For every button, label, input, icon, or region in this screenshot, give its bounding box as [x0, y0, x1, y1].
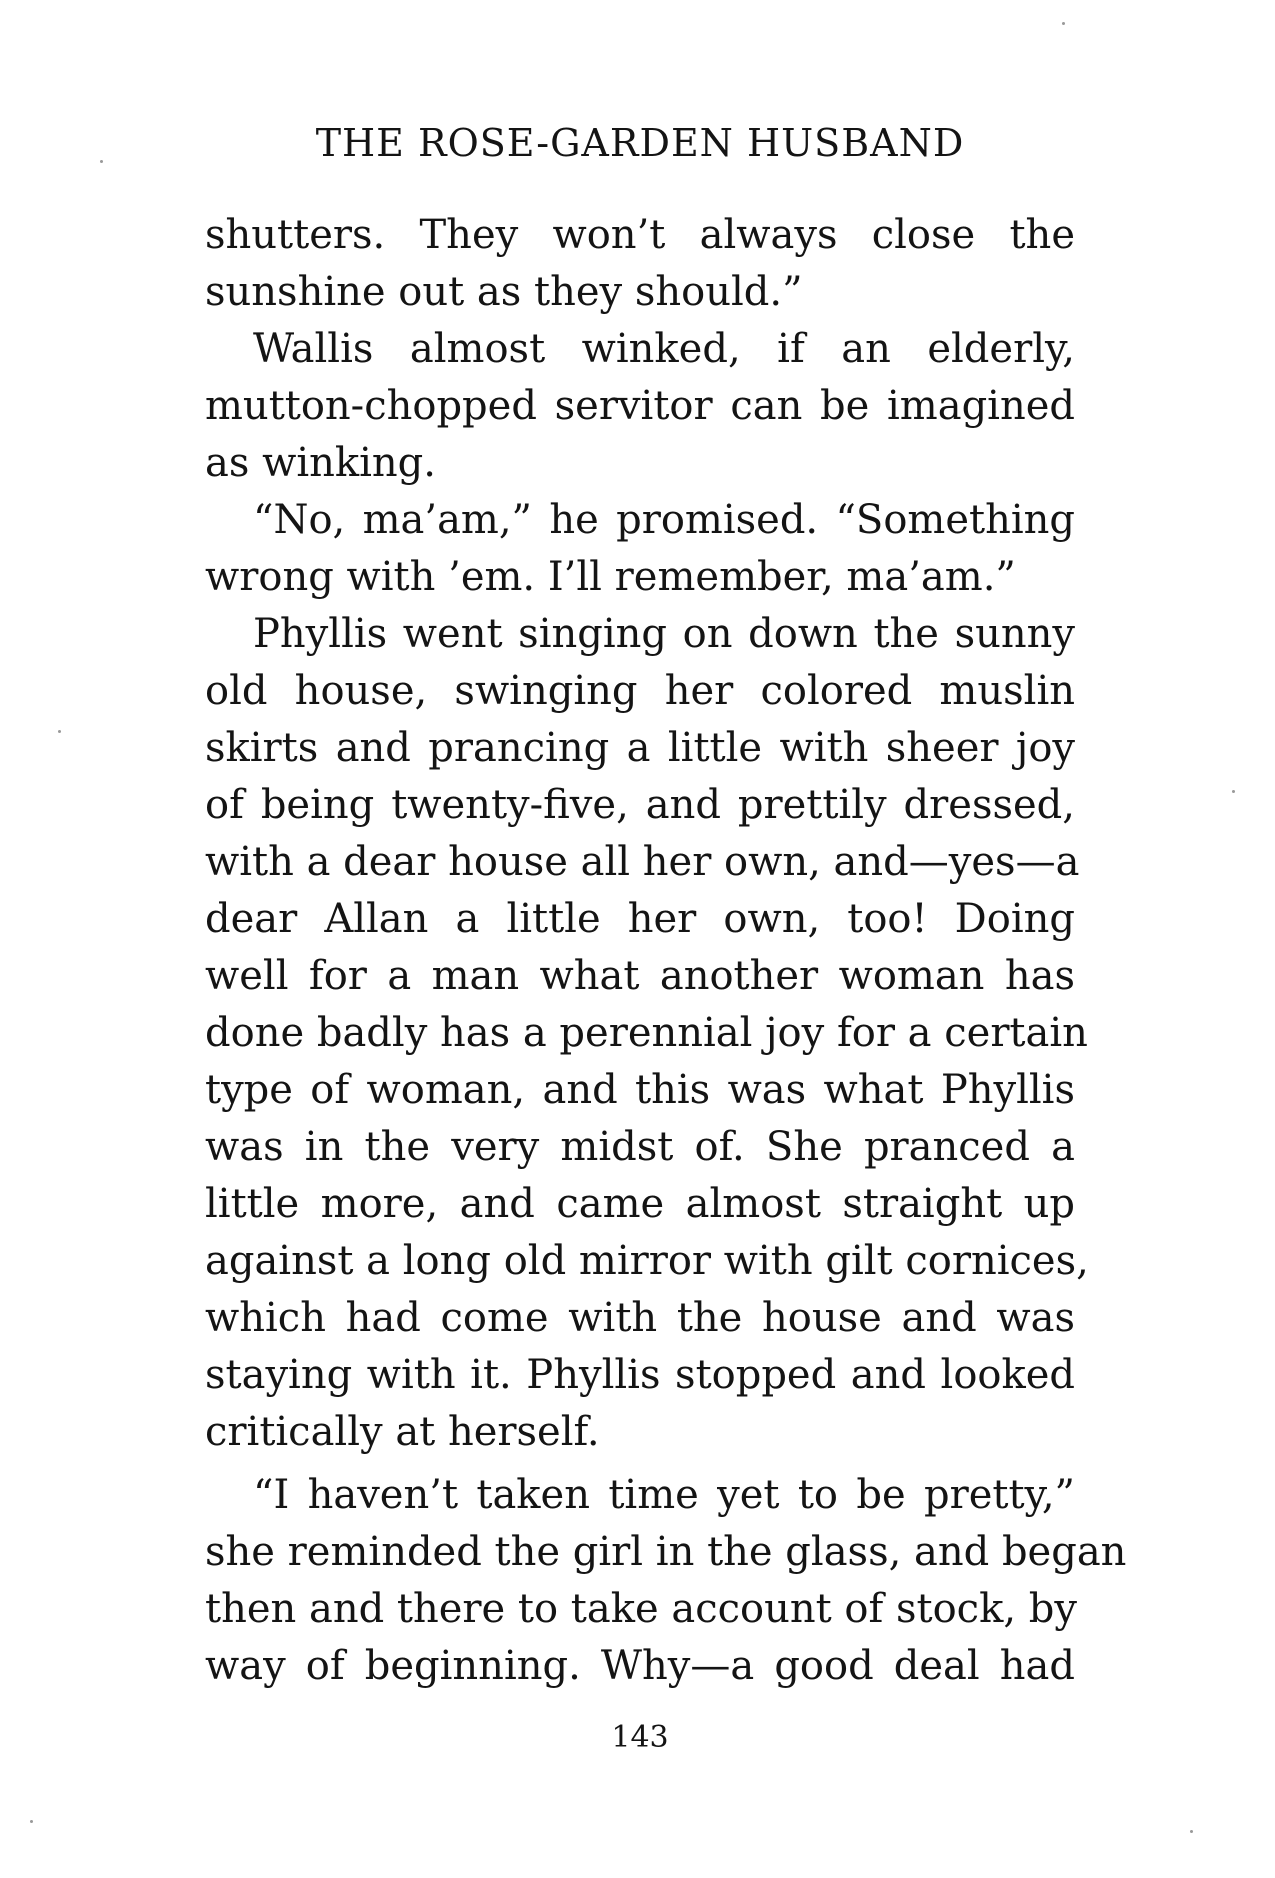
text-line: skirts and prancing a little with sheer joy	[205, 725, 1075, 771]
scan-speck	[1062, 22, 1065, 25]
text-line: done badly has a perennial joy for a certain	[205, 1010, 1088, 1056]
text-line: with a dear house all her own, and—yes—a	[205, 839, 1080, 885]
text-line: Phyllis went singing on down the sunny	[253, 611, 1075, 657]
text-line: “No, ma’am,” he promised. “Something	[253, 497, 1075, 543]
scan-speck	[58, 730, 61, 733]
text-line: critically at herself.	[205, 1409, 600, 1455]
text-line: staying with it. Phyllis stopped and looked	[205, 1352, 1075, 1398]
text-line: type of woman, and this was what Phyllis	[205, 1067, 1075, 1113]
text-line: which had come with the house and was	[205, 1295, 1075, 1341]
text-line: against a long old mirror with gilt cornices,	[205, 1238, 1089, 1284]
text-line: was in the very midst of. She pranced a	[205, 1124, 1075, 1170]
text-line: of being twenty-five, and prettily dressed,	[205, 782, 1075, 828]
text-line: then and there to take account of stock, by	[205, 1586, 1077, 1632]
text-line: “I haven’t taken time yet to be pretty,”	[253, 1472, 1075, 1518]
text-line: dear Allan a little her own, too! Doing	[205, 896, 1075, 942]
text-line: she reminded the girl in the glass, and began	[205, 1529, 1127, 1575]
page-number: 143	[611, 1720, 669, 1755]
scan-speck	[30, 1820, 33, 1823]
text-line: wrong with ’em. I’ll remember, ma’am.”	[205, 554, 1016, 600]
text-line: way of beginning. Why—a good deal had	[205, 1643, 1075, 1689]
text-line: sunshine out as they should.”	[205, 269, 803, 315]
text-line: Wallis almost winked, if an elderly,	[253, 326, 1075, 372]
running-head: THE ROSE-GARDEN HUSBAND	[315, 121, 965, 165]
text-line: well for a man what another woman has	[205, 953, 1075, 999]
scan-speck	[1232, 790, 1235, 793]
text-line: as winking.	[205, 440, 436, 486]
scan-speck	[1190, 1830, 1193, 1833]
scan-speck	[100, 160, 103, 163]
text-line: old house, swinging her colored muslin	[205, 668, 1075, 714]
text-line: mutton-chopped servitor can be imagined	[205, 383, 1075, 429]
text-line: shutters. They won’t always close the	[205, 212, 1075, 258]
text-line: little more, and came almost straight up	[205, 1181, 1075, 1227]
